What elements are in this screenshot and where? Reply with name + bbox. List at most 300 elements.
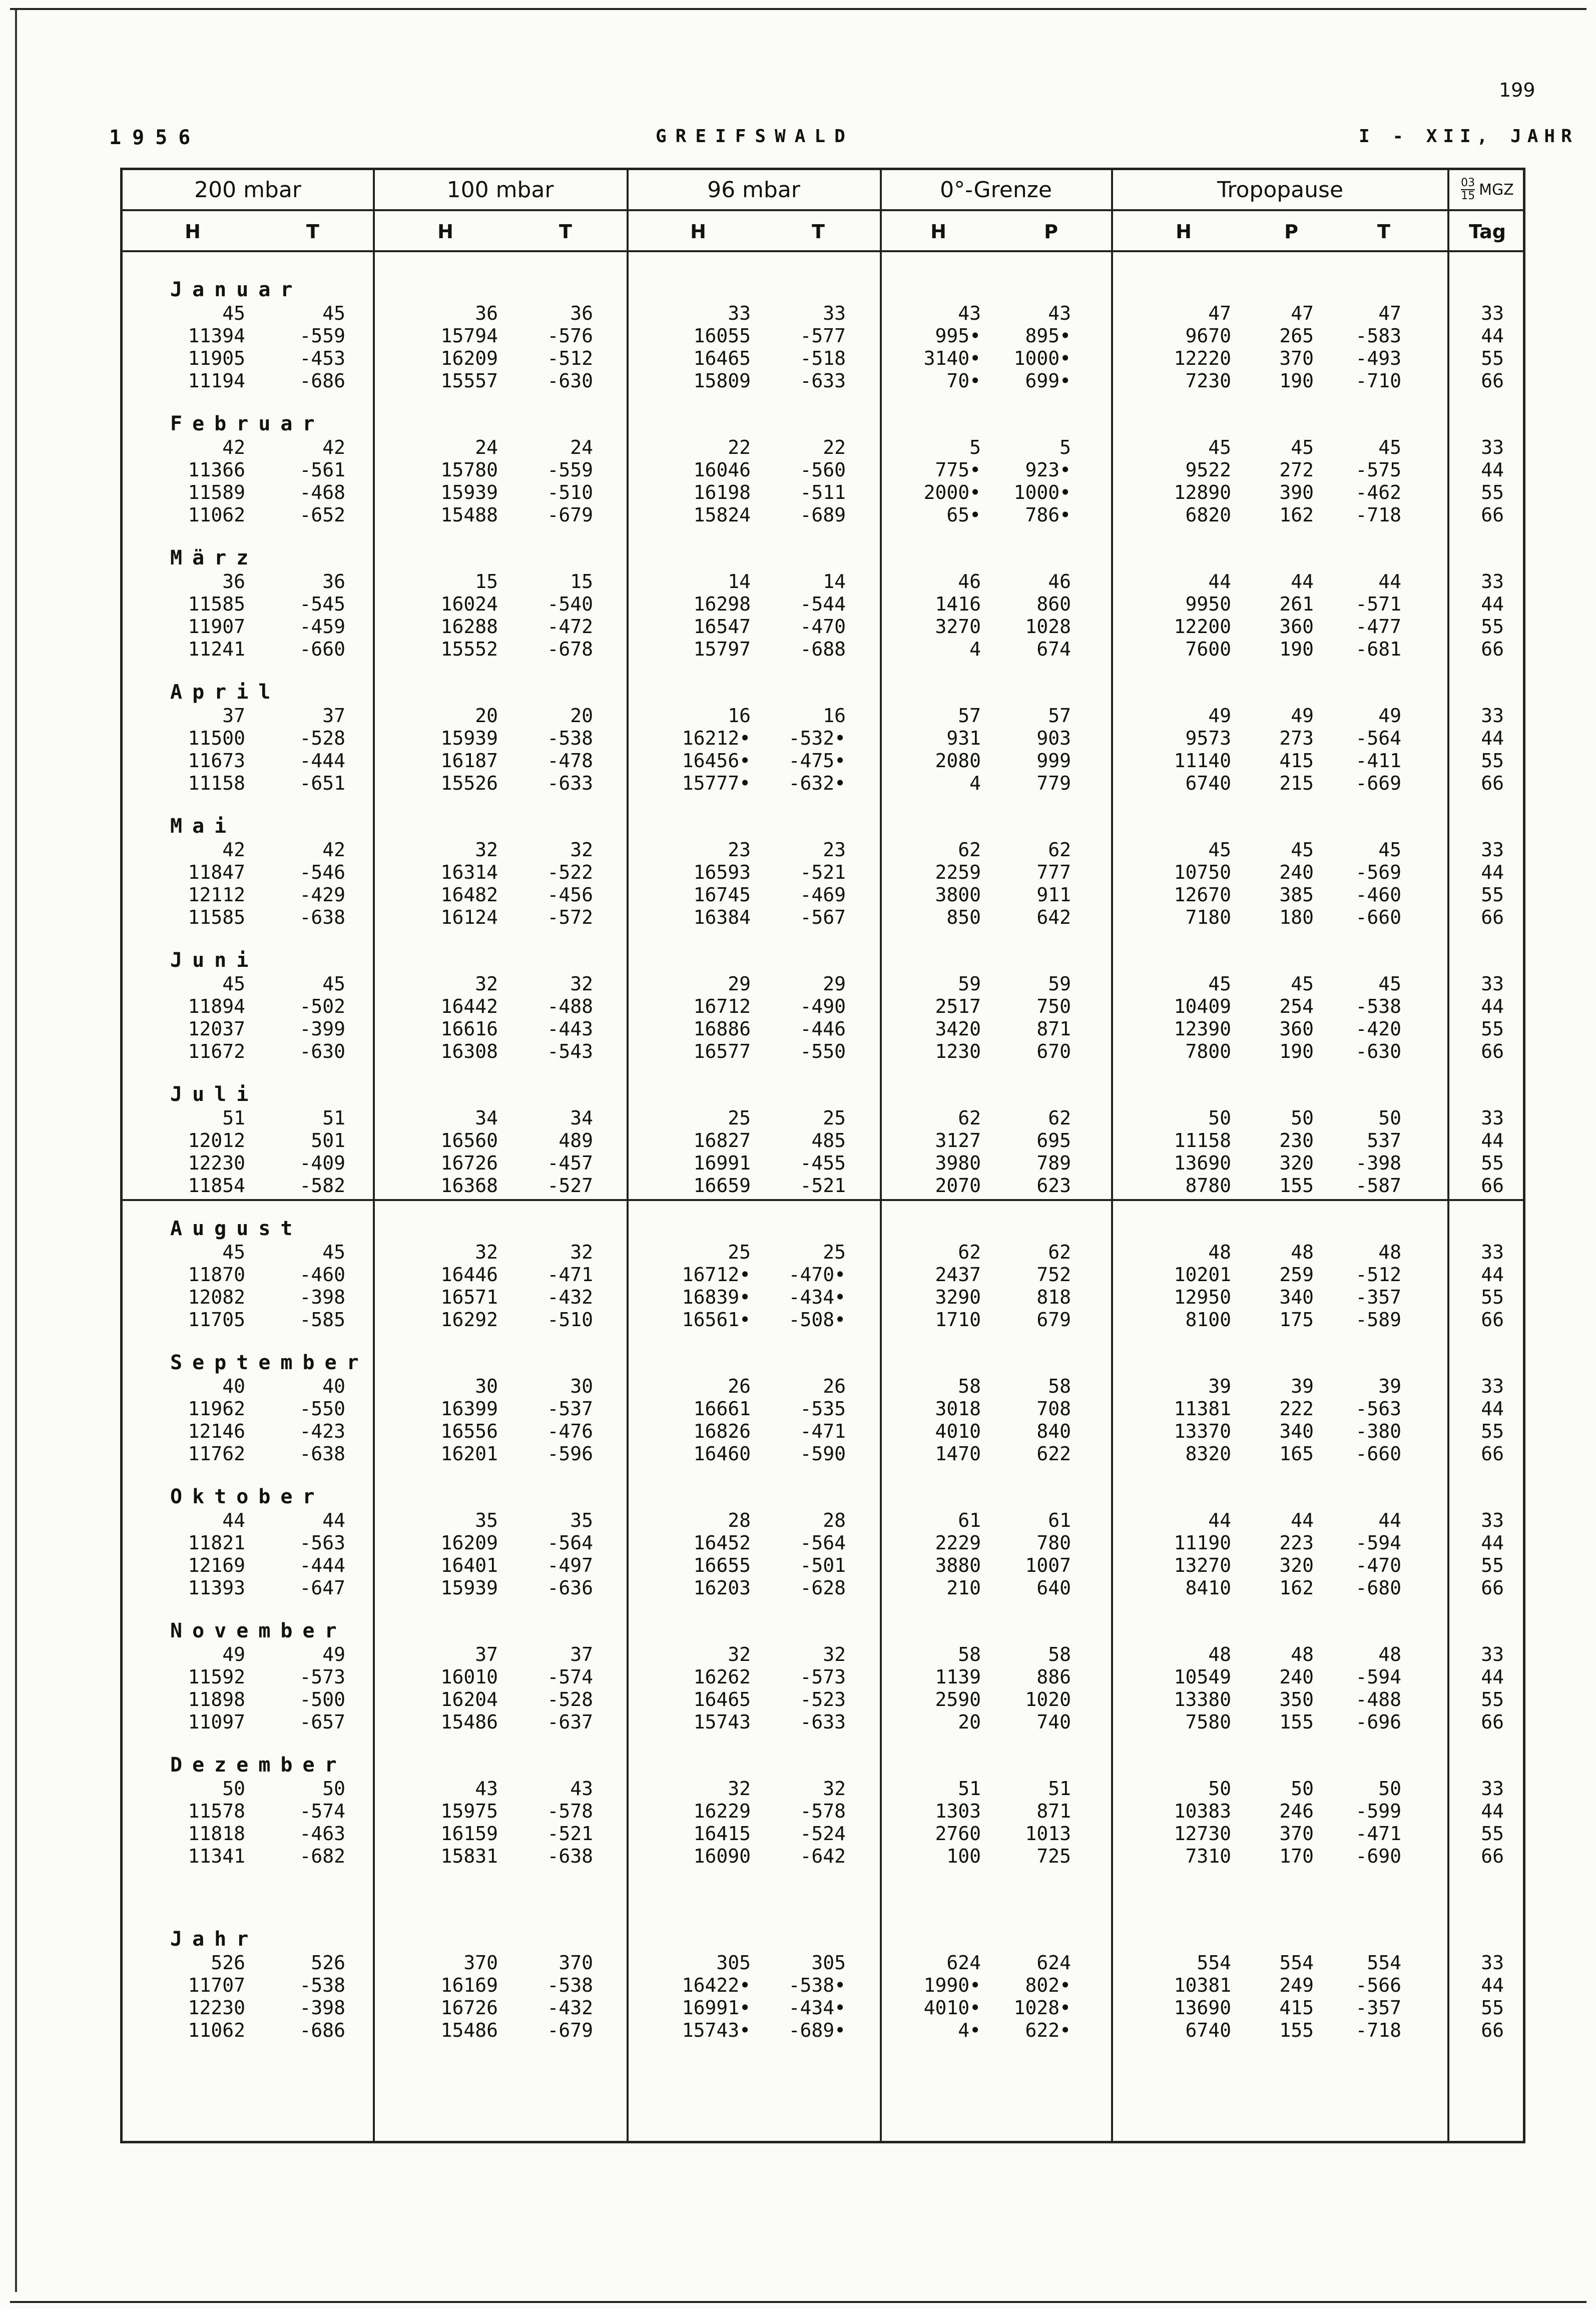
table-cell: 58 [958,1643,981,1665]
table-cell: 32 [570,1241,593,1263]
header-year: 1956 [109,126,202,149]
table-cell: 259 [1279,1264,1314,1286]
table-cell: 16661 [693,1398,751,1420]
table-cell: 48 [1291,1643,1314,1665]
table-cell: 28 [823,1509,846,1531]
table-cell: 23 [823,839,846,861]
table-cell: 26 [823,1375,846,1397]
table-cell: 11673 [188,750,245,772]
month-label: September [170,1351,369,1374]
table-cell: 16204 [440,1688,498,1710]
table-cell: 16010 [440,1666,498,1688]
table-cell: 32 [475,839,498,861]
table-cell: 29 [728,973,751,995]
table-cell: 7580 [1185,1711,1231,1733]
table-cell: -423 [299,1420,345,1442]
table-cell: 11394 [188,325,245,347]
table-cell: -567 [800,906,846,928]
table-cell: -459 [299,616,345,638]
table-cell: 55 [1481,347,1504,369]
table-cell: 2080 [935,750,981,772]
table-cell: 44 [1481,1666,1504,1688]
table-cell: 155 [1279,2019,1314,2041]
table-cell: 13380 [1174,1688,1231,1710]
table-cell: 40 [322,1375,345,1397]
table-cell: 45 [222,973,245,995]
table-cell: 61 [958,1509,981,1531]
table-cell: 33 [1481,705,1504,727]
table-cell: 15486 [440,1711,498,1733]
table-cell: 16616 [440,1018,498,1040]
table-cell: 44 [1378,570,1401,593]
table-cell: 3980 [935,1152,981,1174]
table-cell: 11194 [188,370,245,392]
table-cell: 33 [1481,1107,1504,1129]
table-cell: 16203 [693,1577,751,1599]
table-cell: 222 [1279,1398,1314,1420]
left-border-line [15,10,17,2292]
group-mgz [1450,170,1524,209]
table-cell: 66 [1481,504,1504,526]
table-cell: -429 [299,884,345,906]
table-cell: 37 [570,1643,593,1665]
table-cell: 11821 [188,1532,245,1554]
table-cell: 50 [1291,1778,1314,1800]
table-cell: 55 [1481,1688,1504,1710]
table-cell: 162 [1279,504,1314,526]
table-cell: -463 [299,1823,345,1845]
table-cell: -528 [299,727,345,749]
table-cell: 1013 [1025,1823,1071,1845]
table-cell: 47 [1378,302,1401,324]
month-label: Jahr [170,1928,259,1951]
table-cell: 16886 [693,1018,751,1040]
table-cell: 62 [958,1241,981,1263]
table-cell: -571 [1355,593,1401,615]
table-cell: 2760 [935,1823,981,1845]
table-cell: 860 [1036,593,1071,615]
table-cell: -632• [788,772,846,794]
table-cell: -501 [800,1554,846,1576]
table-cell: -488 [547,995,593,1017]
table-cell: -528 [547,1688,593,1710]
table-cell: 47 [1291,302,1314,324]
table-cell: 2000• [923,481,981,503]
table-cell: 16055 [693,325,751,347]
col-header-trop-t: T [1377,221,1390,243]
table-cell: 16 [728,705,751,727]
col-header-100-t: T [559,221,572,243]
table-cell: 16556 [440,1420,498,1442]
table-cell: 1710 [935,1309,981,1331]
table-cell: -688 [800,638,846,660]
table-cell: -633 [800,1711,846,1733]
table-cell: 16745 [693,884,751,906]
table-cell: 16046 [693,459,751,481]
table-cell: 370 [463,1952,498,1974]
table-cell: 840 [1036,1420,1071,1442]
table-cell: 22 [728,436,751,458]
col-header-200-t: T [306,221,319,243]
table-cell: -538• [788,1974,846,1996]
table-cell: 45 [1208,973,1231,995]
table-cell: 16124 [440,906,498,928]
table-cell: 30 [570,1375,593,1397]
table-cell: 12012 [188,1129,245,1151]
table-cell: -669 [1355,772,1401,794]
table-cell: -633 [800,370,846,392]
table-cell: 11589 [188,481,245,503]
table-cell: 554 [1197,1952,1231,1974]
table-cell: 66 [1481,906,1504,928]
table-cell: 43 [1048,302,1071,324]
table-cell: -443 [547,1018,593,1040]
table-cell: 20 [958,1711,981,1733]
table-cell: 25 [728,1241,751,1263]
table-cell: 65• [946,504,981,526]
table-cell: 12112 [188,884,245,906]
table-cell: 10381 [1174,1974,1231,1996]
table-cell: 16712• [682,1264,751,1286]
table-cell: 66 [1481,772,1504,794]
table-cell: 4 [969,772,981,794]
table-cell: 3127 [935,1129,981,1151]
table-cell: 370 [1279,347,1314,369]
table-cell: 32 [823,1643,846,1665]
table-cell: 210 [946,1577,981,1599]
month-label: August [170,1217,303,1240]
table-cell: 39 [1291,1375,1314,1397]
table-cell: 674 [1036,638,1071,660]
table-cell: 16465 [693,347,751,369]
table-cell: 624 [946,1952,981,1974]
table-cell: 340 [1279,1420,1314,1442]
table-cell: 62 [1048,1241,1071,1263]
table-cell: -573 [800,1666,846,1688]
table-cell: 20 [570,705,593,727]
table-cell: -398 [299,1286,345,1308]
table-cell: 340 [1279,1286,1314,1308]
table-cell: 12890 [1174,481,1231,503]
table-cell: -524 [800,1823,846,1845]
table-cell: 246 [1279,1800,1314,1822]
table-cell: -521 [800,861,846,883]
table-cell: -493 [1355,347,1401,369]
table-cell: -690 [1355,1845,1401,1867]
table-cell: 1000• [1013,347,1071,369]
table-cell: -471 [800,1420,846,1442]
table-cell: 190 [1279,1040,1314,1062]
table-cell: 16991 [693,1152,751,1174]
table-cell: -599 [1355,1800,1401,1822]
table-cell: 7600 [1185,638,1231,660]
table-cell: 750 [1036,995,1071,1017]
table-cell: 777 [1036,861,1071,883]
table-cell: -380 [1355,1420,1401,1442]
table-cell: 7180 [1185,906,1231,928]
table-cell: 49 [1208,705,1231,727]
table-cell: 230 [1279,1129,1314,1151]
table-cell: 10750 [1174,861,1231,883]
table-cell: 12169 [188,1554,245,1576]
table-cell: -680 [1355,1577,1401,1599]
table-cell: 47 [1208,302,1231,324]
table-cell: 16187 [440,750,498,772]
table-cell: 11500 [188,727,245,749]
table-cell: -538 [547,727,593,749]
month-label: Oktober [170,1485,325,1508]
table-cell: 779 [1036,772,1071,794]
table-cell: 1303 [935,1800,981,1822]
table-cell: -578 [547,1800,593,1822]
table-cell: -527 [547,1175,593,1197]
table-cell: -637 [547,1711,593,1733]
table-cell: 44 [1481,727,1504,749]
table-cell: -470 [800,616,846,638]
table-cell: -564 [800,1532,846,1554]
table-cell: 66 [1481,1175,1504,1197]
table-cell: 13690 [1174,1997,1231,2019]
table-cell: 50 [322,1778,345,1800]
table-cell: 7310 [1185,1845,1231,1867]
table-cell: 22 [823,436,846,458]
table-cell: 32 [570,839,593,861]
column-divider [373,168,375,2143]
table-cell: 9670 [1185,325,1231,347]
table-cell: 12220 [1174,347,1231,369]
table-cell: 66 [1481,1711,1504,1733]
table-cell: 45 [1291,839,1314,861]
table-cell: 45 [1378,436,1401,458]
table-cell: 12730 [1174,1823,1231,1845]
table-cell: -538 [299,1974,345,1996]
table-cell: -652 [299,504,345,526]
table-cell: -638 [299,1443,345,1465]
col-header-100-h: H [437,221,453,243]
table-cell: -538 [1355,995,1401,1017]
table-cell: -399 [299,1018,345,1040]
table-cell: 55 [1481,1420,1504,1442]
table-cell: 14 [823,570,846,593]
table-cell: 622• [1025,2019,1071,2041]
half-year-divider-line [120,1199,1525,1201]
table-cell: 50 [1291,1107,1314,1129]
table-cell: 16024 [440,593,498,615]
table-cell: 3290 [935,1286,981,1308]
header-period: I - XII, JAHR [1359,126,1578,147]
table-cell: 8410 [1185,1577,1231,1599]
table-cell: -469 [800,884,846,906]
table-cell: -628 [800,1577,846,1599]
table-cell: 57 [1048,705,1071,727]
table-cell: 223 [1279,1532,1314,1554]
table-cell: 12950 [1174,1286,1231,1308]
table-cell: 370 [559,1952,593,1974]
table-cell: 66 [1481,1845,1504,1867]
table-cell: 11905 [188,347,245,369]
table-cell: 33 [1481,1509,1504,1531]
table-cell: -585 [299,1309,345,1331]
table-cell: -470• [788,1264,846,1286]
table-cell: 995• [935,325,981,347]
table-cell: 44 [1481,1800,1504,1822]
table-cell: 36 [322,570,345,593]
table-cell: 16452 [693,1532,751,1554]
table-cell: -564 [1355,727,1401,749]
table-cell: -510 [547,481,593,503]
table-cell: 55 [1481,481,1504,503]
table-cell: 11870 [188,1264,245,1286]
table-cell: 886 [1036,1666,1071,1688]
table-cell: 36 [570,302,593,324]
table-cell: 45 [322,1241,345,1263]
table-cell: -559 [299,325,345,347]
header-bottom-line [120,250,1525,252]
table-cell: -545 [299,593,345,615]
table-cell: -521 [547,1823,593,1845]
table-cell: 155 [1279,1175,1314,1197]
table-cell: 489 [559,1129,593,1151]
table-cell: -544 [800,593,846,615]
table-cell: 16209 [440,1532,498,1554]
table-cell: 350 [1279,1688,1314,1710]
table-cell: 162 [1279,1577,1314,1599]
month-label: April [170,681,281,704]
table-cell: -574 [299,1800,345,1822]
table-cell: -518 [800,347,846,369]
table-cell: -488 [1355,1688,1401,1710]
table-cell: -420 [1355,1018,1401,1040]
table-cell: 12230 [188,1997,245,2019]
table-cell: 15780 [440,459,498,481]
table-cell: 42 [222,839,245,861]
table-cell: 1230 [935,1040,981,1062]
table-cell: 175 [1279,1309,1314,1331]
table-cell: 780 [1036,1532,1071,1554]
table-cell: 240 [1279,861,1314,883]
table-cell: 2517 [935,995,981,1017]
table-cell: -490 [800,995,846,1017]
table-cell: 390 [1279,481,1314,503]
table-cell: 58 [1048,1375,1071,1397]
table-cell: 8320 [1185,1443,1231,1465]
table-cell: -657 [299,1711,345,1733]
table-cell: 871 [1036,1018,1071,1040]
column-divider [1111,168,1113,2143]
table-cell: 44 [1481,593,1504,615]
table-cell: 16991• [682,1997,751,2019]
table-cell: 33 [1481,1375,1504,1397]
table-cell: 33 [728,302,751,324]
table-cell: 49 [322,1643,345,1665]
table-cell: 100 [946,1845,981,1867]
table-cell: 33 [1481,1778,1504,1800]
table-cell: 59 [958,973,981,995]
table-cell: 9573 [1185,727,1231,749]
table-cell: 11585 [188,593,245,615]
table-cell: -577 [800,325,846,347]
table-cell: 51 [1048,1778,1071,1800]
table-cell: 55 [1481,1554,1504,1576]
table-cell: 622 [1036,1443,1071,1465]
table-cell: 8780 [1185,1175,1231,1197]
table-cell: 20 [475,705,498,727]
table-cell: -638 [299,906,345,928]
table-cell: 15743• [682,2019,751,2041]
table-cell: 249 [1279,1974,1314,1996]
table-cell: 55 [1481,1823,1504,1845]
table-cell: 1020 [1025,1688,1071,1710]
table-cell: 752 [1036,1264,1071,1286]
table-cell: 8100 [1185,1309,1231,1331]
table-cell: 3880 [935,1554,981,1576]
table-cell: 32 [475,973,498,995]
table-cell: 66 [1481,1309,1504,1331]
table-cell: 526 [211,1952,245,1974]
table-cell: -686 [299,2019,345,2041]
table-cell: 45 [222,302,245,324]
table-cell: 33 [1481,570,1504,593]
group-zero-degree-line: 0°-Grenze [940,177,1052,203]
mgz-fraction [1461,177,1475,202]
table-cell: -587 [1355,1175,1401,1197]
table-cell: 44 [1481,1398,1504,1420]
table-cell: 45 [1378,973,1401,995]
table-cell: 32 [475,1241,498,1263]
table-cell: -718 [1355,504,1401,526]
table-cell: 15809 [693,370,751,392]
table-cell: -647 [299,1577,345,1599]
table-cell: -521 [800,1175,846,1197]
table-cell: -679 [547,2019,593,2041]
table-cell: 11762 [188,1443,245,1465]
table-cell: 624 [1036,1952,1071,1974]
table-cell: 11962 [188,1398,245,1420]
table-cell: 15939 [440,727,498,749]
table-cell: -532• [788,727,846,749]
table-cell: 4 [969,638,981,660]
table-cell: 1000• [1013,481,1071,503]
table-cell: -508• [788,1309,846,1331]
table-cell: 61 [1048,1509,1071,1531]
table-cell: 895• [1025,325,1071,347]
table-cell: -456 [547,884,593,906]
table-cell: -682 [299,1845,345,1867]
table-cell: 25 [823,1107,846,1129]
group-200-mbar: 200 mbar [194,177,301,203]
month-label: Mai [170,815,237,838]
table-cell: 911 [1036,884,1071,906]
table-cell: 15557 [440,370,498,392]
table-cell: 1990• [923,1974,981,1996]
table-cell: 16262 [693,1666,751,1688]
table-cell: 3800 [935,884,981,906]
table-cell: 44 [1291,1509,1314,1531]
table-cell: 708 [1036,1398,1071,1420]
table-cell: 16712 [693,995,751,1017]
table-cell: 501 [311,1129,345,1151]
table-cell: 7800 [1185,1040,1231,1062]
table-cell: 305 [716,1952,751,1974]
table-cell: 155 [1279,1711,1314,1733]
table-cell: -446 [800,1018,846,1040]
table-cell: -594 [1355,1532,1401,1554]
table-cell: 16655 [693,1554,751,1576]
table-cell: -522 [547,861,593,883]
table-cell: 15743 [693,1711,751,1733]
table-cell: -546 [299,861,345,883]
table-cell: 44 [1481,995,1504,1017]
